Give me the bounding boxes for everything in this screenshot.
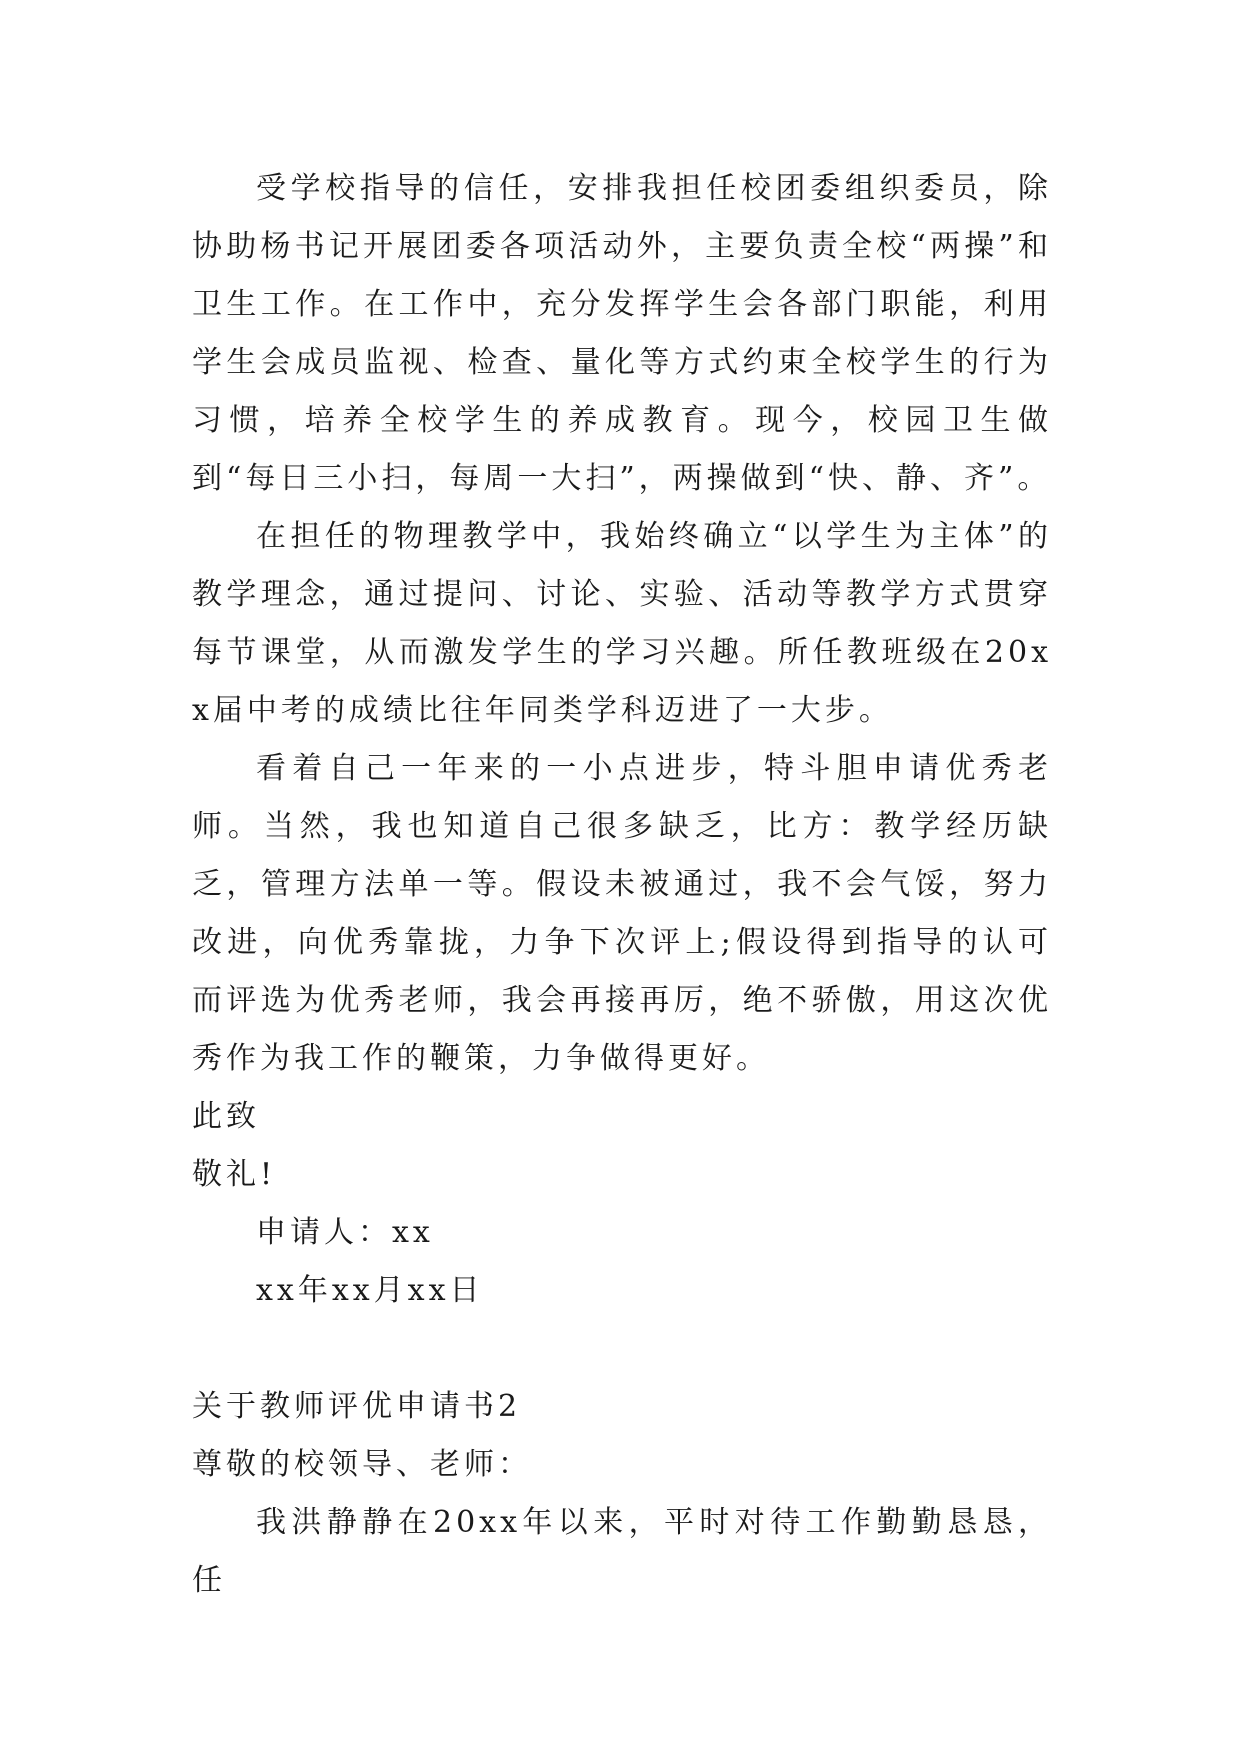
paragraph-duties: 受学校指导的信任，安排我担任校团委组织委员，除协助杨书记开展团委各项活动外，主要负责全校“两操”和卫生工作。在工作中，充分发挥学生会各部门职能，利用学生会成员监视、检查、量化等方式约束全校学生的行为习惯，培养全校学生的养成教育。现今，校园卫生做到“每日三小扫，每周一大扫”，两操做到“快、静、齐”。 [192, 171, 1052, 496]
section2-title: 关于教师评优申请书2 [192, 1389, 522, 1424]
section-gap [192, 1320, 1052, 1378]
application-date: xx年xx月xx日 [256, 1273, 484, 1308]
section2-paragraph: 我洪静静在20xx年以来，平时对待工作勤勤恳恳，任 [192, 1505, 1052, 1598]
salute-text: 敬礼! [192, 1157, 277, 1192]
applicant-signature: 申请人：xx [256, 1215, 434, 1250]
closing-text: 此致 [192, 1099, 260, 1134]
paragraph-application: 看着自己一年来的一小点进步，特斗胆申请优秀老师。当然，我也知道自己很多缺乏，比方：教学经历缺乏，管理方法单一等。假设未被通过，我不会气馁，努力改进，向优秀靠拢，力争下次评上;假设得到指导的认可而评选为优秀老师，我会再接再厉，绝不骄傲，用这次优秀作为我工作的鞭策，力争做得更好。 [192, 751, 1052, 1076]
document-body [192, 160, 1052, 1610]
paragraph-teaching: 在担任的物理教学中，我始终确立“以学生为主体”的教学理念，通过提问、讨论、实验、活动等教学方式贯穿每节课堂，从而激发学生的学习兴趣。所任教班级在20xx届中考的成绩比往年同类学科迈进了一大步。 [192, 519, 1052, 728]
section2-greeting: 尊敬的校领导、老师： [192, 1447, 532, 1482]
